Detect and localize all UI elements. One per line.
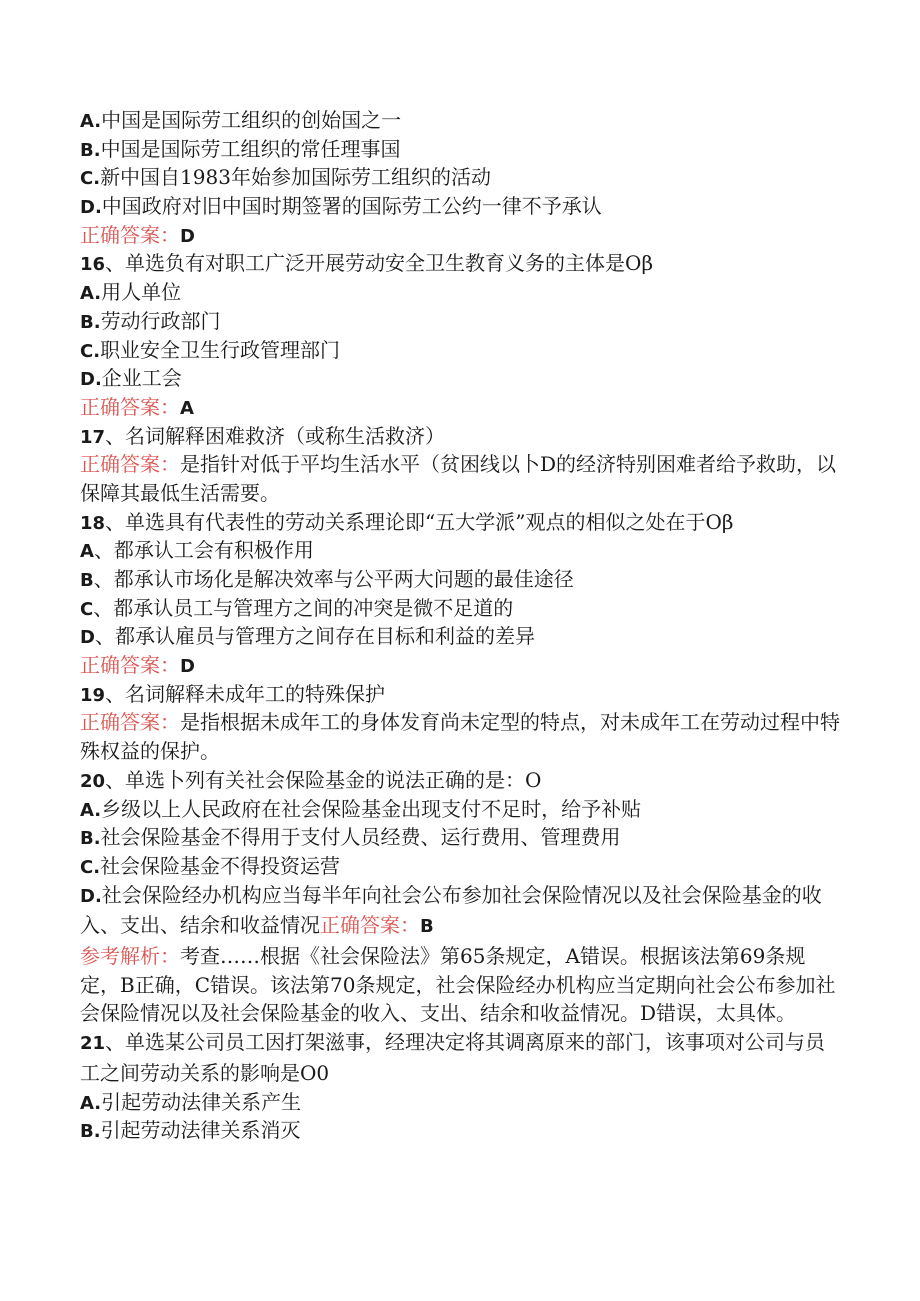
answer-paragraph [80,708,840,765]
option-line [80,1116,840,1145]
answer-paragraph [80,450,840,507]
option-text: 企业工会 [101,366,182,391]
option-text: 中国是国际劳工组织的常任理事国 [100,136,401,161]
question-number: 18 [80,512,106,534]
option-line [80,823,840,852]
question-number: 20 [80,770,106,792]
option-paragraph [80,881,840,942]
answer-label: 正确答案： [80,710,180,735]
option-label: A. [80,799,102,821]
option-label: A. [80,1092,102,1114]
answer-label: 正确答案： [80,394,180,419]
question-text: 、名词解释未成年工的特殊保护 [105,681,386,706]
option-line [80,163,840,192]
answer-value: A [180,397,194,419]
question-number: 16 [80,254,106,276]
option-line [80,536,840,565]
option-line [80,192,840,221]
option-label: A. [80,283,102,305]
answer-text: 是指针对低于平均生活水平（贫困线以卜D的经济特别困难者给予救助，以保障其最低生活需要。 [80,452,837,505]
option-line [80,1088,840,1117]
option-text: 引起劳动法律关系消灭 [100,1118,301,1143]
question-line [80,766,840,795]
option-label: A [80,541,94,563]
option-text: 社会保险经办机构应当每半年向社会公布参加社会保险情况以及社会保险基金的收入、支出、结余和收益情况 [80,882,822,938]
option-line [80,852,840,881]
option-label: D. [80,197,102,219]
answer-value: B [420,916,434,938]
option-label: D. [80,885,102,907]
analysis-paragraph [80,942,840,1028]
option-label: D. [80,369,102,391]
option-label: D [80,627,95,649]
answer-label: 正确答案： [80,653,180,678]
document-page [80,106,840,1145]
option-text: 用人单位 [101,280,182,305]
analysis-label: 参考解析： [80,944,180,969]
analysis-text: 考查……根据《社会保险法》第65条规定，A错误。根据该法第69条规定，B正确，C错误。该法第70条规定，社会保险经办机构应当定期向社会公布参加社会保险情况以及社会保险基金的收入、支出、结余和收益情况。D错误，太具体。 [80,944,836,1026]
option-text: 劳动行政部门 [100,308,221,333]
answer-value: D [180,656,195,678]
option-text: 中国政府对旧中国时期签署的国际劳工公约一律不予承认 [101,194,602,219]
option-label: B. [80,1121,101,1143]
question-line [80,422,840,451]
question-text: 、名词解释困难救济（或称生活救济） [105,423,446,448]
question-text: 、单选卜列有关社会保险基金的说法正确的是：O [105,767,542,792]
question-paragraph [80,1028,840,1087]
option-text: 社会保险基金不得投资运营 [100,853,341,878]
answer-label: 正确答案： [320,913,420,938]
question-number: 21 [80,1033,106,1055]
option-text: 、都承认员工与管理方之间的冲突是微不足道的 [93,595,514,620]
question-line [80,680,840,709]
option-line [80,307,840,336]
question-text: 、单选某公司员工因打架滋事，经理决定将其调离原来的部门，该事项对公司与员工之间劳动关系的影响是O0 [80,1030,826,1085]
question-number: 19 [80,684,106,706]
question-text: 、单选具有代表性的劳动关系理论即“五大学派”观点的相似之处在于Oβ [105,509,734,534]
option-line [80,795,840,824]
option-line [80,135,840,164]
option-label: B. [80,828,101,850]
option-text: 引起劳动法律关系产生 [101,1089,302,1114]
option-line [80,364,840,393]
option-line [80,565,840,594]
option-label: B. [80,139,101,161]
option-text: 社会保险基金不得用于支付人员经费、运行费用、管理费用 [100,825,621,850]
option-label: B [80,570,94,592]
option-label: B. [80,311,101,333]
option-line [80,106,840,135]
answer-line [80,393,840,422]
option-text: 、都承认工会有积极作用 [93,538,314,563]
option-line [80,278,840,307]
question-number: 17 [80,426,106,448]
option-text: 、都承认雇员与管理方之间存在目标和利益的差异 [94,624,535,649]
answer-text: 是指根据未成年工的身体发育尚未定型的特点，对未成年工在劳动过程中特殊权益的保护。 [80,710,840,764]
option-label: C. [80,168,101,190]
option-label: C [80,598,94,620]
option-text: 、都承认市场化是解决效率与公平两大问题的最佳途径 [93,567,574,592]
option-line [80,622,840,651]
option-label: C. [80,856,101,878]
answer-line [80,221,840,250]
option-label: A. [80,111,102,132]
answer-label: 正确答案： [80,452,180,477]
option-label: C. [80,340,101,362]
option-text: 乡级以上人民政府在社会保险基金出现支付不足时，给予补贴 [101,796,642,821]
option-text: 新中国自1983年始参加国际劳工组织的活动 [100,165,491,190]
option-line [80,336,840,365]
option-line [80,594,840,623]
option-text: 职业安全卫生行政管理部门 [100,337,341,362]
option-text: 中国是国际劳工组织的创始国之一 [101,108,402,132]
question-text: 、单选负有对职工广泛开展劳动安全卫生教育义务的主体是Oβ [105,251,654,276]
answer-label: 正确答案： [80,222,180,247]
question-line [80,249,840,278]
answer-value: D [180,225,195,247]
answer-line [80,651,840,680]
question-line [80,508,840,537]
